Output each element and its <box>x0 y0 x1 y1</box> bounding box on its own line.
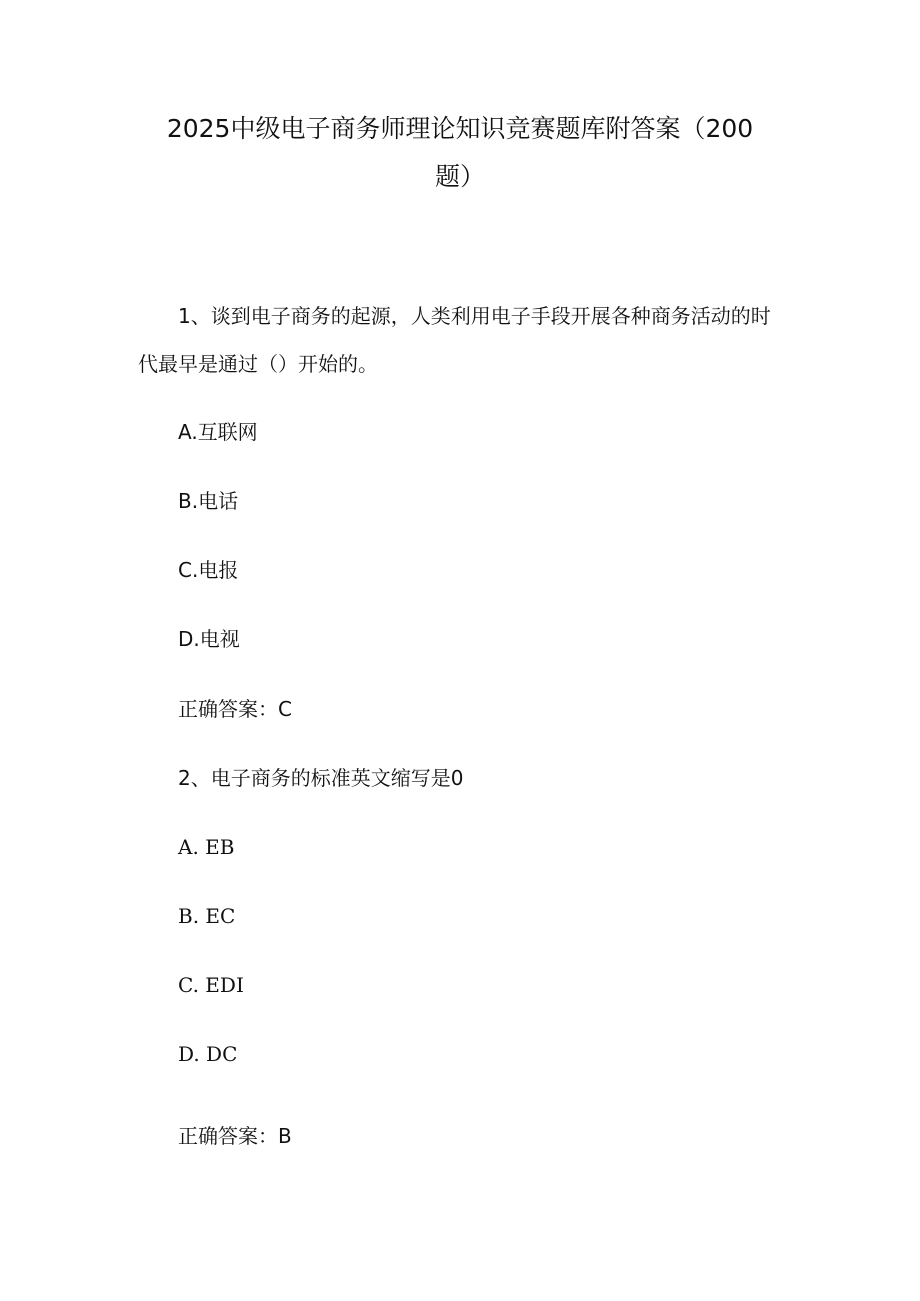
question-2-answer: 正确答案：B <box>178 1124 292 1148</box>
question-2-option-c: C. EDI <box>178 973 244 997</box>
question-1-stem-line1: 1、谈到电子商务的起源，人类利用电子手段开展各种商务活动的时 <box>178 304 771 328</box>
question-1-option-c: C.电报 <box>178 558 239 582</box>
question-1-answer: 正确答案：C <box>178 697 292 721</box>
question-1-option-b: B.电话 <box>178 489 239 513</box>
question-2-stem-line1: 2、电子商务的标准英文缩写是0 <box>178 766 464 790</box>
question-2-option-b: B. EC <box>178 904 236 928</box>
question-1-option-a: A.互联网 <box>178 420 258 444</box>
question-1-stem-line2: 代最早是通过（）开始的。 <box>138 352 378 376</box>
document-title-line1: 2025中级电子商务师理论知识竞赛题库附答案（200 <box>166 114 754 143</box>
question-2-option-a: A. EB <box>178 835 235 859</box>
question-1-option-d: D.电视 <box>178 627 240 651</box>
question-2-option-d: D. DC <box>178 1042 238 1066</box>
document-title-line2: 题） <box>434 162 485 191</box>
